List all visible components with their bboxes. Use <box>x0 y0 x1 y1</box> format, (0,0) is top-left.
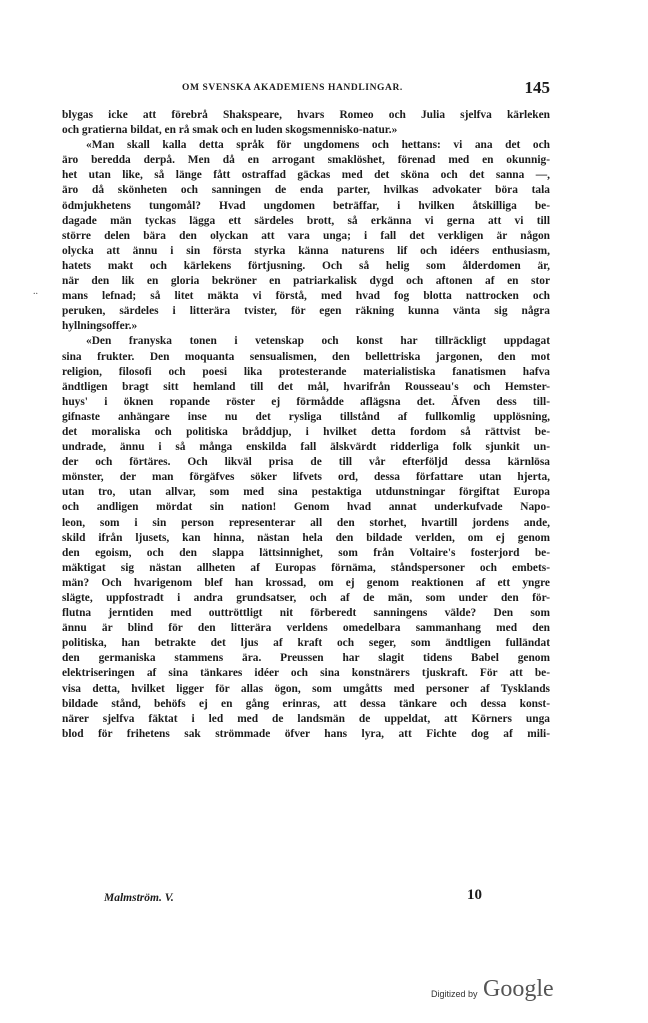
text-line: visa detta, hvilket ligger för allas ögon, som umgåtts med personer af Tysklands <box>62 682 550 695</box>
text-line: mäktigat sig nästan allheten af Europas förnäma, ståndspersoner och embets- <box>62 561 550 574</box>
text-line: män? Och hvarigenom blef han krossad, om ej genom reaktionen af ett yngre <box>62 576 550 589</box>
text-line: ännu är blind för den litterära verldens omedelbara sammanhang med den <box>62 622 550 635</box>
text-line: elektriseringen af sina tänkares idéer och sina konstnärers tjuskraft. För att be- <box>62 667 550 680</box>
text-line: bildade stånd, behöfs ej en gång erinras, att dessa tänkare och dessa konst- <box>62 697 550 710</box>
text-line: hatets makt och kärlekens förtjusning. Och så helig som ålderdomen är, <box>62 259 550 272</box>
text-line: slägte, uppfostradt i andra grundsatser, och af de män, som under den för- <box>62 592 550 604</box>
text-line: närer sjelfva fäktat i led med de landsmän de uppeldat, att Körners unga <box>62 712 550 725</box>
text-line: större delen bära den olyckan att vara unga; i fall det verkligen är någon <box>62 229 550 242</box>
text-line: sina frukter. Den moquanta sensualismen, den bellettriska jargonen, den mot <box>62 350 550 363</box>
running-title: OM SVENSKA AKADEMIENS HANDLINGAR. <box>182 83 403 93</box>
text-line: blod för frihetens sak strömmade öfver hans lyra, att Fichte dog af mili- <box>62 727 550 740</box>
text-line: äro då skönheten och sanningen de enda parter, hvilkas advokater böra tala <box>62 184 550 197</box>
google-logo: Google <box>483 976 554 1002</box>
text-line: och andligen mördat sin nation! Genom hvad annat underkufvade Napo- <box>62 501 550 514</box>
text-line: «Man skall kalla detta språk för ungdomens och hettans: vi ana det och <box>86 139 550 152</box>
text-line: gifnaste anhängare inse nu det rysliga tillstånd af fullkomlig upplösning, <box>62 410 550 423</box>
text-line: «Den franyska tonen i vetenskap och konst har tillräckligt uppdagat <box>86 335 550 348</box>
text-line: skild ifrån ljusets, kan hinna, nästan hela den bildade verlden, om ej genom <box>62 531 550 544</box>
text-line: der och förtäres. Och likväl prisa de till vår efterföljd dessa kärnlösa <box>62 456 550 469</box>
page-footer <box>62 887 550 912</box>
text-line: politiska, han betrakte det ljus af kraft och seger, som ändtligen fulländat <box>62 637 550 650</box>
running-head <box>62 78 550 100</box>
body-text <box>62 108 550 742</box>
signature-mark: Malmström. V. <box>104 892 174 904</box>
text-line: mans lefnad; så litet mäkta vi förstå, med hvad fog blotta nattrocken och <box>62 290 550 303</box>
margin-mark: .. <box>33 286 38 297</box>
text-line: flutna jerntiden med outtröttligt nit förberedt sanningens välde? Den som <box>62 607 550 620</box>
text-line: leon, som i sin person representerar all den storhet, hvartill jordens ande, <box>62 516 550 529</box>
text-line: olycka att ännu i sin första styrka känna naturens lif och idéers enthusiasm, <box>62 244 550 257</box>
digitized-by-google <box>431 976 581 1006</box>
text-line: det moraliska och politiska bråddjup, i hvilket detta fordom så rättvist be- <box>62 425 550 438</box>
text-line: den germaniska stammens ära. Preussen har slagit tidens Babel genom <box>62 652 550 665</box>
digitized-label: Digitized by <box>431 989 478 999</box>
text-line: mönster, der man förgäfves söker lifvets ord, dessa författare utan hjerta, <box>62 471 550 484</box>
page-number: 145 <box>524 78 550 97</box>
text-line: äro beredda derpå. Men då en arrogant smaklöshet, förenad med en okunnig- <box>62 154 550 167</box>
text-line: dagade män tyckas lägga ett särdeles brott, så erkänna vi gerna att vi till <box>62 214 550 227</box>
text-line: het utan like, så länge fått ostraffad gäckas med det sköna och det sanna —, <box>62 169 550 182</box>
text-line: peruken, särdeles i litterära tvister, för egen räkning kunna vänta sig några <box>62 305 550 318</box>
sheet-number: 10 <box>467 887 482 903</box>
text-line: undrade, ännu i så många enskilda fall älskvärdt ridderliga folk sjunkit un- <box>62 441 550 454</box>
text-line: när den lik en gloria bekröner en patriarkalisk dygd och aftonen af en stor <box>62 275 550 288</box>
text-line: ödmjukhetens tungomål? Hvad ungdomen beträffar, i hvilken åtskilliga be- <box>62 199 550 212</box>
text-line: utan tro, utan allvar, som med sina pestaktiga utdunstningar förgiftat Europa <box>62 486 550 499</box>
text-line: religion, filosofi och poesi lika protesterande materialistiska fanatismen hafva <box>62 365 550 378</box>
text-line: huys' i öknen ropande röster ej förmådde aflägsna det. Äfven dess till- <box>62 395 550 408</box>
text-line: ändtligen bragt sitt hemland till det mål, hvarifrån Rousseau's och Hemster- <box>62 380 550 393</box>
text-line: blygas icke att förebrå Shakspeare, hvars Romeo och Julia sjelfva kärleken <box>62 109 550 121</box>
text-line: och gratierna bildat, en rå smak och en luden skogsmennisko-natur.» <box>62 124 398 137</box>
text-line: hyllningsoffer.» <box>62 320 138 333</box>
text-line: den egoism, och den slappa lättsinnighet, som från Voltaire's fosterjord be- <box>62 546 550 559</box>
